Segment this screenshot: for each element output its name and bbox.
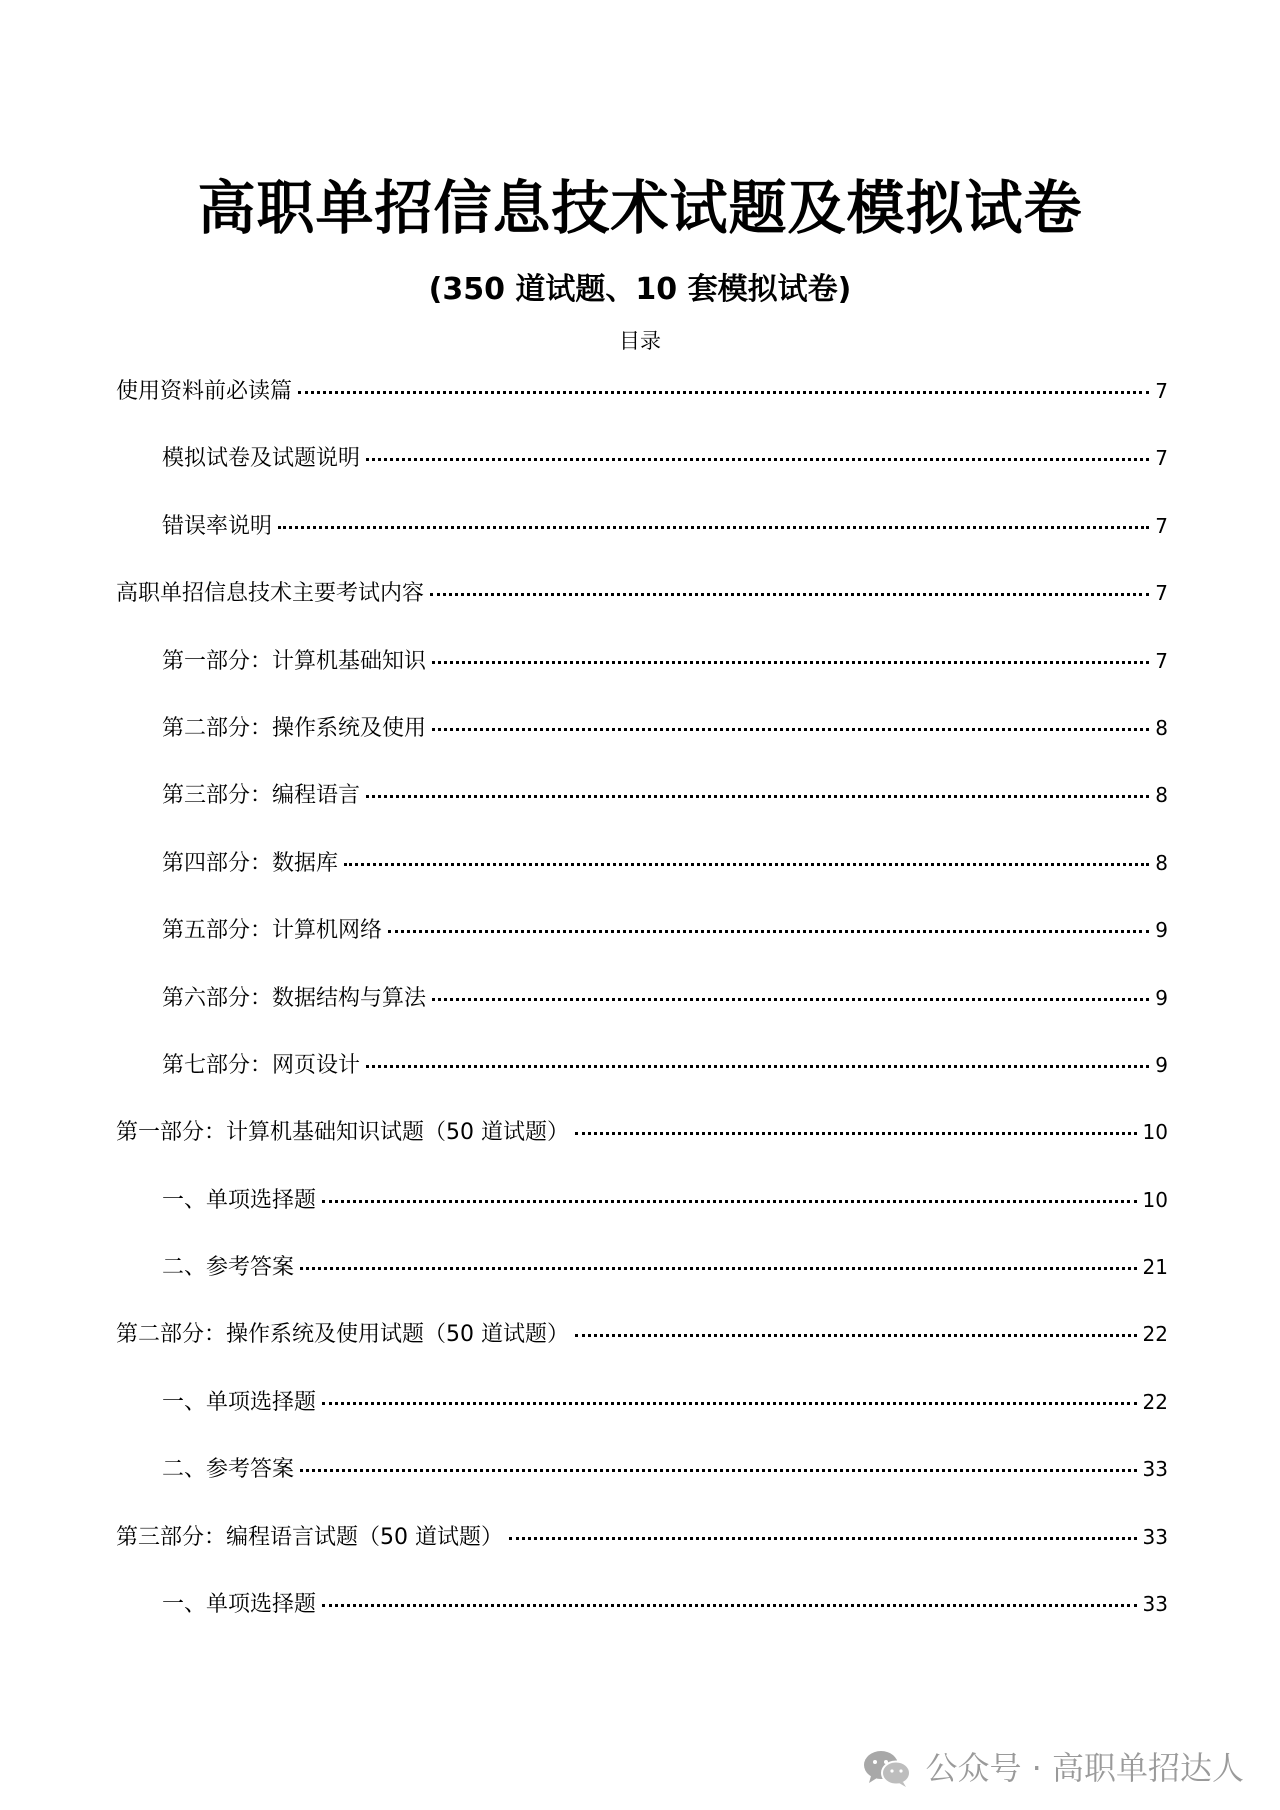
toc-entry-page: 33 (1142, 1524, 1168, 1549)
toc-entry-page: 33 (1142, 1457, 1168, 1482)
toc-entry[interactable] (116, 780, 1168, 847)
toc-entry-page: 9 (1155, 918, 1168, 943)
toc-dot-leader (432, 998, 1149, 1001)
toc-entry[interactable] (116, 1050, 1168, 1117)
toc-dot-leader (366, 795, 1149, 798)
toc-entry-page: 10 (1142, 1187, 1168, 1212)
toc-entry[interactable] (116, 511, 1168, 578)
toc-dot-leader (300, 1267, 1137, 1270)
toc-entry-label: 高职单招信息技术主要考试内容 (116, 581, 425, 607)
table-of-contents (116, 376, 1168, 1656)
toc-entry-label: 第一部分：计算机基础知识 (162, 648, 427, 674)
toc-entry-label: 错误率说明 (162, 513, 273, 539)
toc-entry[interactable] (116, 848, 1168, 915)
toc-entry[interactable] (116, 1589, 1168, 1656)
watermark (861, 1748, 1244, 1788)
toc-entry-label: 二、参考答案 (162, 1457, 295, 1483)
toc-entry-label: 一、单项选择题 (162, 1592, 317, 1618)
toc-dot-leader (432, 728, 1149, 731)
toc-entry-page: 7 (1155, 379, 1168, 403)
toc-dot-leader (344, 863, 1149, 866)
toc-entry-page: 21 (1142, 1255, 1168, 1280)
toc-entry[interactable] (116, 1454, 1168, 1521)
toc-entry-label: 一、单项选择题 (162, 1187, 317, 1213)
toc-dot-leader (278, 526, 1149, 529)
document-subtitle: (350 道试题、10 套模拟试卷) (428, 272, 852, 307)
document-title: 高职单招信息技术试题及模拟试卷 (197, 174, 1083, 242)
toc-entry-page: 9 (1155, 1052, 1168, 1077)
toc-entry[interactable] (116, 1117, 1168, 1184)
toc-entry-page: 9 (1155, 985, 1168, 1010)
toc-entry-label: 第一部分：计算机基础知识试题（50 道试题） (116, 1120, 569, 1146)
toc-dot-leader (575, 1132, 1137, 1135)
toc-entry-label: 第七部分：网页设计 (162, 1052, 361, 1078)
toc-entry-label: 使用资料前必读篇 (116, 379, 293, 404)
toc-entry-label: 第三部分：编程语言试题（50 道试题） (116, 1524, 503, 1550)
toc-entry[interactable] (116, 1319, 1168, 1386)
toc-entry[interactable] (116, 646, 1168, 713)
toc-entry-page: 33 (1142, 1592, 1168, 1617)
toc-dot-leader (322, 1604, 1137, 1607)
toc-dot-leader (430, 593, 1149, 596)
toc-entry-label: 第四部分：数据库 (162, 850, 339, 876)
toc-dot-leader (322, 1200, 1137, 1203)
toc-entry-page: 8 (1155, 715, 1168, 740)
toc-entry-page: 7 (1155, 446, 1168, 471)
toc-entry-page: 10 (1142, 1120, 1168, 1145)
toc-dot-leader (388, 930, 1149, 933)
toc-entry-label: 第六部分：数据结构与算法 (162, 985, 427, 1011)
toc-entry-page: 22 (1142, 1322, 1168, 1347)
toc-entry-page: 7 (1155, 648, 1168, 673)
toc-entry[interactable] (116, 983, 1168, 1050)
toc-entry-label: 第二部分：操作系统及使用试题（50 道试题） (116, 1322, 569, 1348)
toc-dot-leader (575, 1334, 1137, 1337)
toc-entry-label: 一、单项选择题 (162, 1389, 317, 1415)
toc-entry-label: 第三部分：编程语言 (162, 783, 361, 809)
toc-entry-label: 二、参考答案 (162, 1255, 295, 1281)
toc-entry-page: 22 (1142, 1389, 1168, 1414)
toc-entry[interactable] (116, 713, 1168, 780)
toc-entry[interactable] (116, 1387, 1168, 1454)
watermark-text: 公众号 · 高职单招达人 (925, 1749, 1244, 1787)
wechat-icon (861, 1748, 913, 1788)
toc-dot-leader (509, 1537, 1137, 1540)
toc-entry[interactable] (116, 915, 1168, 982)
toc-entry-page: 8 (1155, 783, 1168, 808)
toc-dot-leader (432, 661, 1149, 664)
toc-entry[interactable] (116, 1252, 1168, 1319)
toc-dot-leader (366, 458, 1149, 461)
toc-entry-label: 第二部分：操作系统及使用 (162, 715, 427, 741)
toc-dot-leader (366, 1065, 1149, 1068)
toc-dot-leader (322, 1402, 1137, 1405)
toc-dot-leader (298, 391, 1149, 394)
toc-entry-label: 第五部分：计算机网络 (162, 918, 383, 944)
toc-dot-leader (300, 1469, 1137, 1472)
toc-entry-page: 7 (1155, 513, 1168, 538)
toc-entry-label: 模拟试卷及试题说明 (162, 446, 361, 472)
toc-entry[interactable] (116, 1522, 1168, 1589)
toc-entry-page: 8 (1155, 850, 1168, 875)
toc-entry[interactable] (116, 376, 1168, 443)
toc-entry[interactable] (116, 443, 1168, 510)
toc-entry-page: 7 (1155, 581, 1168, 606)
toc-entry[interactable] (116, 578, 1168, 645)
toc-entry[interactable] (116, 1185, 1168, 1252)
toc-heading: 目录 (619, 329, 661, 353)
